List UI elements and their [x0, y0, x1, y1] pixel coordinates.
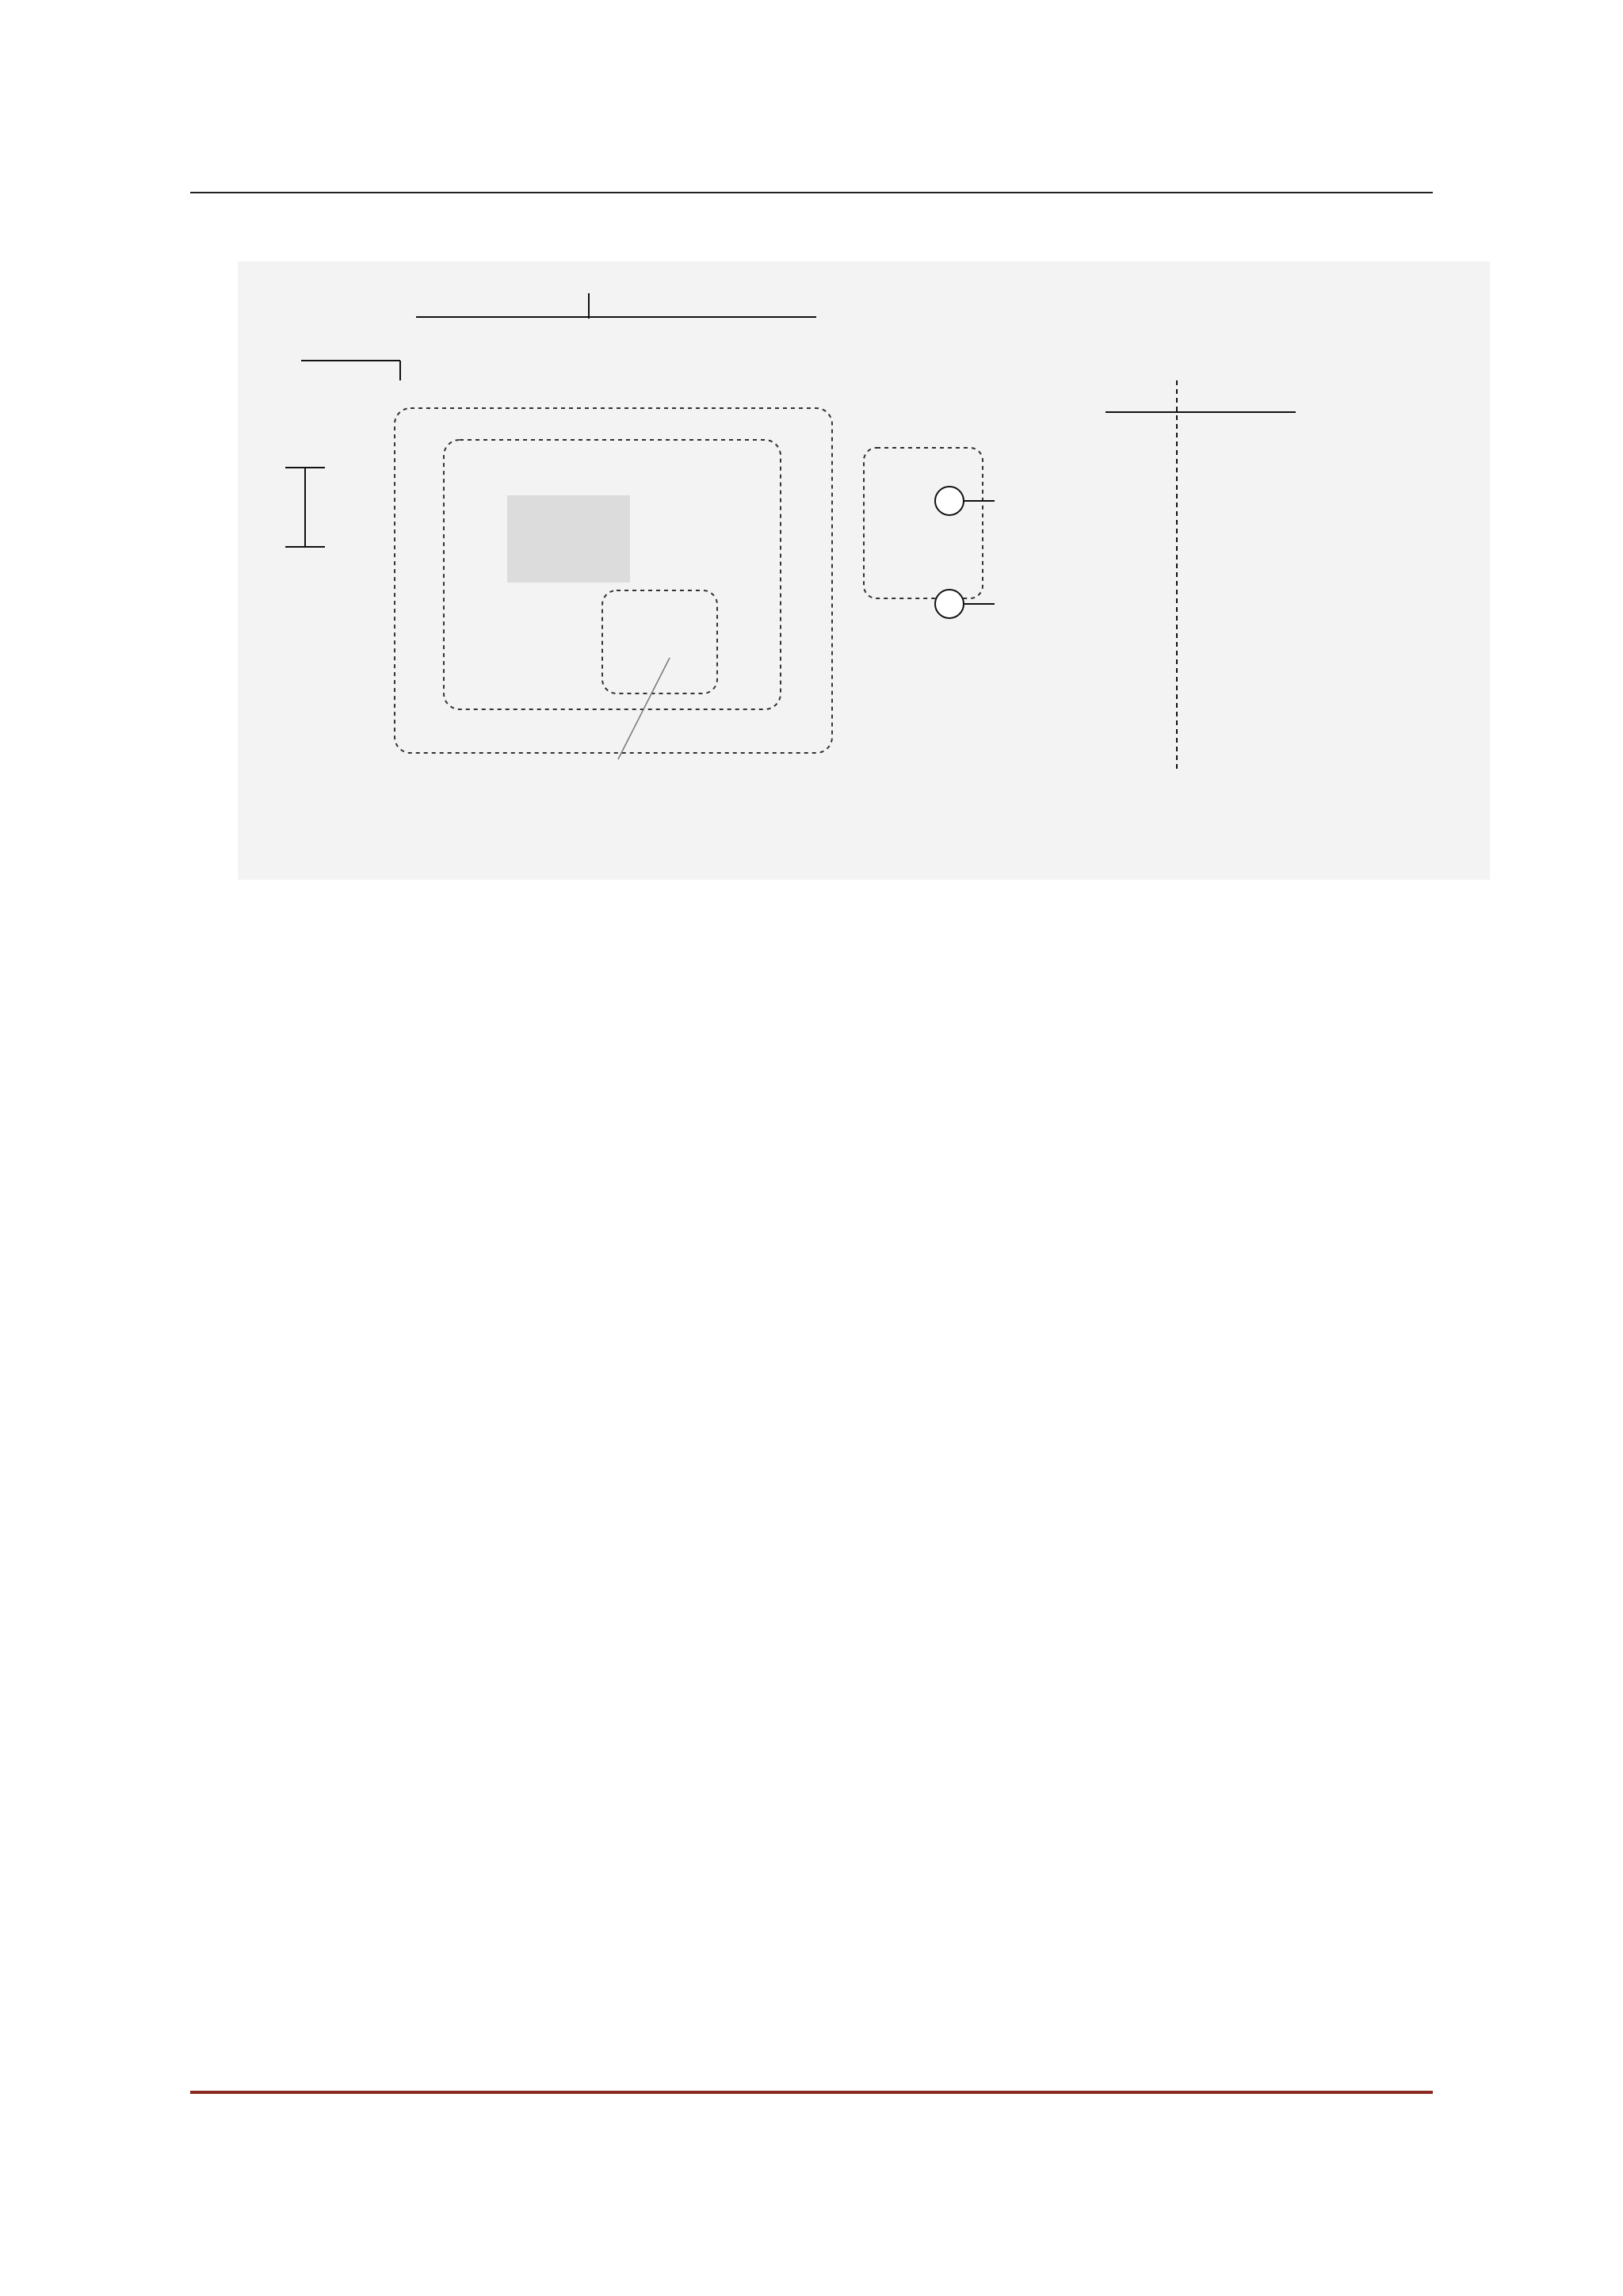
panel-a [285, 293, 995, 759]
footer-rule [190, 2091, 1433, 2094]
panel-b [1106, 380, 1296, 773]
sum-node-x2 [935, 590, 964, 618]
sum-node-x1 [935, 487, 964, 515]
figure-1 [238, 262, 1490, 880]
active-region [507, 495, 630, 583]
cmac-figure [238, 262, 1490, 880]
header-rule [190, 192, 1433, 193]
L3-region [864, 448, 983, 598]
